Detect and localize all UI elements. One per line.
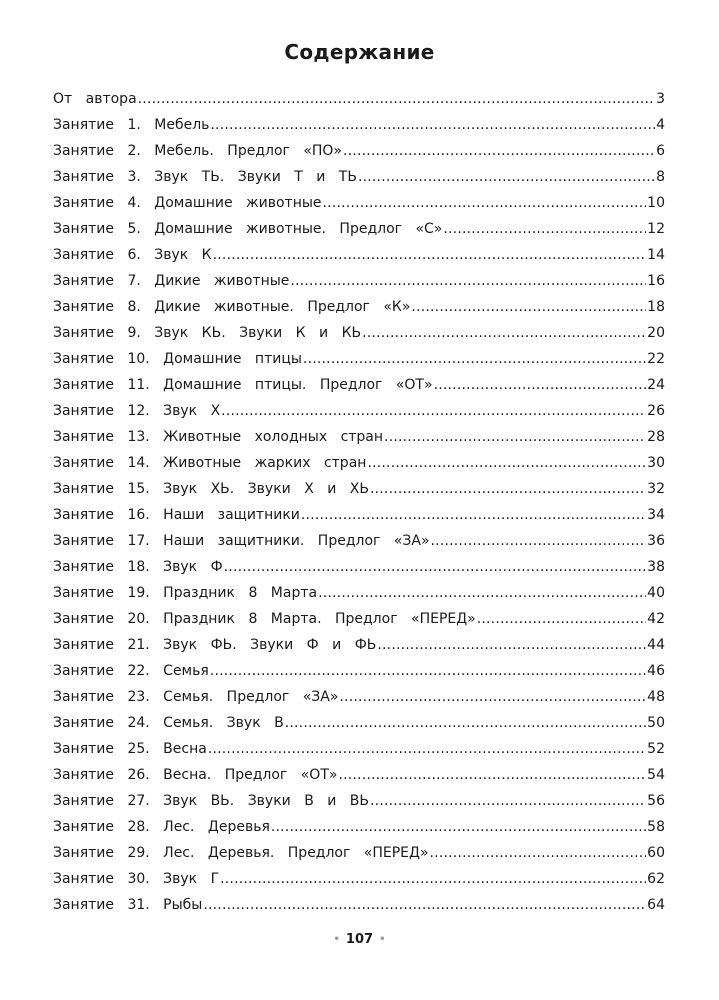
dot-leader: [208, 736, 646, 762]
dot-leader: [285, 710, 646, 736]
dot-leader: [411, 294, 646, 320]
toc-entry[interactable]: [53, 892, 665, 918]
toc-entry-title: Занятие 7. Дикие животные: [53, 273, 290, 289]
toc-entry-page: 14: [647, 247, 665, 263]
toc-entry-title: Занятие 1. Мебель: [53, 117, 210, 133]
toc-entry[interactable]: [53, 710, 665, 736]
toc-entry-page: 46: [647, 663, 665, 679]
toc-entry-title: Занятие 8. Дикие животные. Предлог «К»: [53, 299, 411, 315]
toc-entry[interactable]: [53, 372, 665, 398]
toc-entry[interactable]: [53, 658, 665, 684]
dot-leader: [138, 86, 655, 112]
toc-entry-page: 10: [647, 195, 665, 211]
dot-leader: [370, 476, 646, 502]
toc-entry[interactable]: [53, 580, 665, 606]
table-of-contents: [53, 86, 665, 918]
toc-entry-title: Занятие 3. Звук ТЬ. Звуки Т и ТЬ: [53, 169, 357, 185]
dot-leader: [213, 242, 647, 268]
toc-entry-title: Занятие 18. Звук Ф: [53, 559, 223, 575]
toc-entry-page: 22: [647, 351, 665, 367]
toc-entry[interactable]: [53, 476, 665, 502]
toc-entry[interactable]: [53, 450, 665, 476]
dot-leader: [210, 658, 646, 684]
toc-entry-page: 58: [647, 819, 665, 835]
toc-entry[interactable]: [53, 554, 665, 580]
toc-entry-page: 54: [647, 767, 665, 783]
dot-leader: [303, 346, 646, 372]
page-footer: [0, 932, 719, 947]
toc-entry-title: Занятие 5. Домашние животные. Предлог «С»: [53, 221, 443, 237]
dot-leader: [343, 138, 655, 164]
dot-leader: [367, 450, 646, 476]
toc-entry-title: Занятие 2. Мебель. Предлог «ПО»: [53, 143, 342, 159]
toc-entry-page: 28: [647, 429, 665, 445]
toc-entry-page: 42: [647, 611, 665, 627]
dot-leader: [323, 190, 647, 216]
dot-leader: [339, 684, 646, 710]
toc-entry-page: 6: [656, 143, 665, 159]
dot-leader: [434, 372, 647, 398]
dot-leader: [271, 814, 646, 840]
dot-leader: [431, 528, 647, 554]
toc-entry-title: Занятие 27. Звук ВЬ. Звуки В и ВЬ: [53, 793, 370, 809]
toc-entry[interactable]: [53, 138, 665, 164]
toc-entry-title: Занятие 12. Звук Х: [53, 403, 221, 419]
toc-entry[interactable]: [53, 268, 665, 294]
dot-leader: [358, 164, 655, 190]
toc-entry-page: 20: [647, 325, 665, 341]
toc-entry[interactable]: [53, 606, 665, 632]
dot-leader: [370, 788, 646, 814]
toc-entry-page: 44: [647, 637, 665, 653]
toc-entry-page: 34: [647, 507, 665, 523]
dot-leader: [221, 398, 646, 424]
toc-entry-page: 62: [647, 871, 665, 887]
dot-leader: [443, 216, 646, 242]
toc-entry-title: Занятие 13. Животные холодных стран: [53, 429, 384, 445]
toc-entry[interactable]: [53, 294, 665, 320]
footer-bullet-left: •: [333, 934, 340, 945]
toc-entry-page: 3: [656, 91, 665, 107]
toc-entry-page: 24: [647, 377, 665, 393]
toc-entry-page: 40: [647, 585, 665, 601]
toc-entry-title: Занятие 29. Лес. Деревья. Предлог «ПЕРЕД»: [53, 845, 429, 861]
toc-entry-title: От автора: [53, 91, 137, 107]
toc-entry-page: 50: [647, 715, 665, 731]
toc-entry-title: Занятие 28. Лес. Деревья: [53, 819, 270, 835]
dot-leader: [384, 424, 646, 450]
toc-entry[interactable]: [53, 632, 665, 658]
toc-entry[interactable]: [53, 762, 665, 788]
dot-leader: [318, 580, 646, 606]
toc-entry[interactable]: [53, 398, 665, 424]
toc-entry-page: 48: [647, 689, 665, 705]
toc-entry-title: Занятие 26. Весна. Предлог «ОТ»: [53, 767, 338, 783]
toc-entry-title: Занятие 15. Звук ХЬ. Звуки Х и ХЬ: [53, 481, 369, 497]
page-title: Содержание: [284, 40, 435, 64]
toc-entry[interactable]: [53, 112, 665, 138]
toc-entry[interactable]: [53, 840, 665, 866]
dot-leader: [362, 320, 646, 346]
dot-leader: [210, 112, 655, 138]
toc-entry[interactable]: [53, 502, 665, 528]
toc-entry[interactable]: [53, 320, 665, 346]
toc-entry-title: Занятие 17. Наши защитники. Предлог «ЗА»: [53, 533, 430, 549]
toc-entry-page: 4: [656, 117, 665, 133]
dot-leader: [338, 762, 646, 788]
dot-leader: [301, 502, 646, 528]
toc-entry-title: Занятие 14. Животные жарких стран: [53, 455, 367, 471]
toc-entry-title: Занятие 9. Звук КЬ. Звуки К и КЬ: [53, 325, 362, 341]
toc-entry-page: 38: [647, 559, 665, 575]
toc-entry-page: 26: [647, 403, 665, 419]
footer-bullet-right: •: [379, 934, 386, 945]
toc-entry-title: Занятие 21. Звук ФЬ. Звуки Ф и ФЬ: [53, 637, 377, 653]
toc-entry-page: 56: [647, 793, 665, 809]
dot-leader: [224, 554, 647, 580]
toc-entry-page: 32: [647, 481, 665, 497]
toc-entry[interactable]: [53, 346, 665, 372]
toc-entry-title: Занятие 24. Семья. Звук В: [53, 715, 284, 731]
toc-entry[interactable]: [53, 216, 665, 242]
toc-entry-title: Занятие 4. Домашние животные: [53, 195, 322, 211]
toc-entry-page: 12: [647, 221, 665, 237]
toc-entry-page: 8: [656, 169, 665, 185]
toc-entry-title: Занятие 6. Звук К: [53, 247, 212, 263]
toc-entry-page: 18: [647, 299, 665, 315]
toc-entry-title: Занятие 20. Праздник 8 Марта. Предлог «ПЕРЕД»: [53, 611, 476, 627]
toc-entry-page: 60: [647, 845, 665, 861]
toc-entry-title: Занятие 31. Рыбы: [53, 897, 203, 913]
toc-entry-title: Занятие 11. Домашние птицы. Предлог «ОТ»: [53, 377, 433, 393]
toc-entry[interactable]: [53, 424, 665, 450]
toc-entry-title: Занятие 22. Семья: [53, 663, 209, 679]
toc-entry[interactable]: [53, 242, 665, 268]
dot-leader: [290, 268, 646, 294]
toc-entry[interactable]: [53, 86, 665, 112]
dot-leader: [477, 606, 646, 632]
toc-entry-title: Занятие 30. Звук Г: [53, 871, 220, 887]
toc-entry[interactable]: [53, 814, 665, 840]
toc-entry-page: 16: [647, 273, 665, 289]
toc-entry[interactable]: [53, 528, 665, 554]
toc-entry-page: 64: [647, 897, 665, 913]
page-number: 107: [345, 932, 374, 947]
toc-entry-title: Занятие 25. Весна: [53, 741, 207, 757]
toc-entry[interactable]: [53, 866, 665, 892]
toc-entry-page: 36: [647, 533, 665, 549]
dot-leader: [430, 840, 647, 866]
toc-entry-title: Занятие 16. Наши защитники: [53, 507, 300, 523]
toc-entry[interactable]: [53, 788, 665, 814]
toc-entry[interactable]: [53, 684, 665, 710]
dot-leader: [377, 632, 646, 658]
toc-entry-title: Занятие 23. Семья. Предлог «ЗА»: [53, 689, 339, 705]
dot-leader: [203, 892, 646, 918]
toc-entry-page: 30: [647, 455, 665, 471]
dot-leader: [220, 866, 646, 892]
toc-entry[interactable]: [53, 736, 665, 762]
toc-entry-title: Занятие 19. Праздник 8 Марта: [53, 585, 318, 601]
toc-entry-title: Занятие 10. Домашние птицы: [53, 351, 302, 367]
toc-entry[interactable]: [53, 164, 665, 190]
toc-entry-page: 52: [647, 741, 665, 757]
toc-entry[interactable]: [53, 190, 665, 216]
